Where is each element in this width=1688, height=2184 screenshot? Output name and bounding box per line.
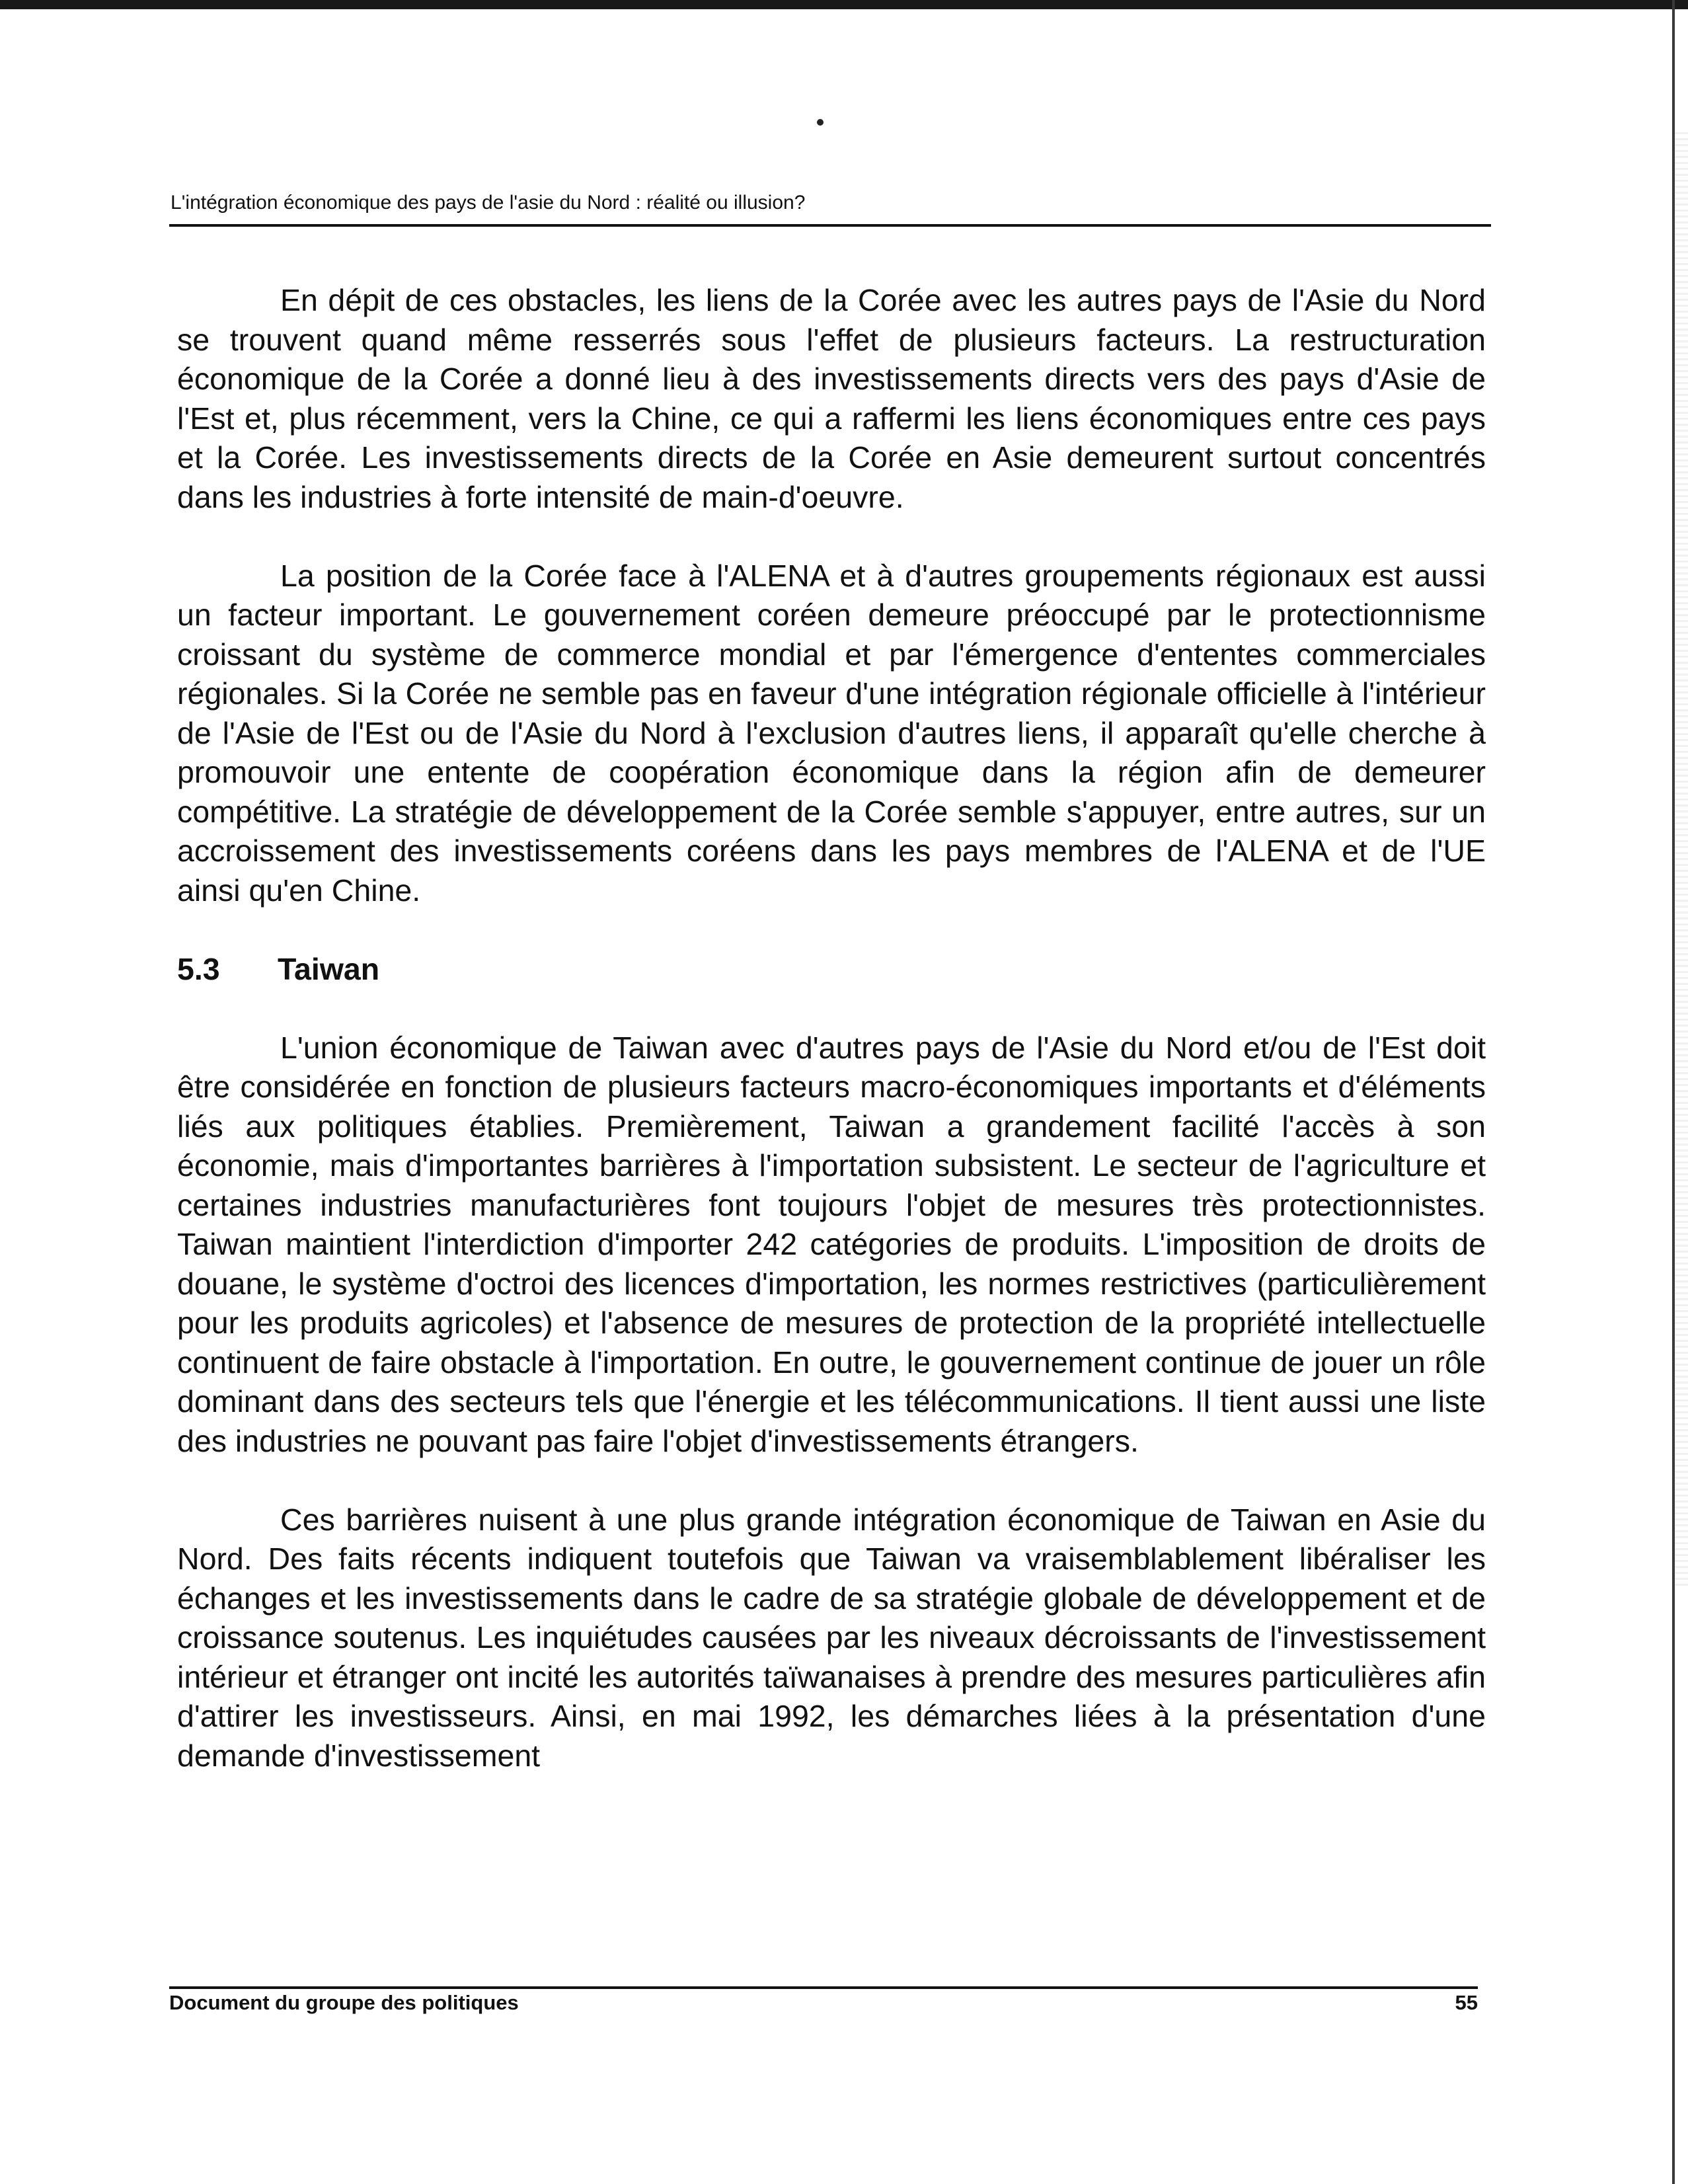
paragraph-korea-links: En dépit de ces obstacles, les liens de la Corée avec les autres pays de l'Asie du Nord se trouvent quand même resserrés sous l'effet de plusieurs facteurs. La restructuration économique de la Corée a donné lieu à des investissements directs vers des pays d'Asie de l'Est et, plus récemment, vers la Chine, ce qui a raffermi les liens économiques entre ces pays et la Corée. Les investissements directs de la Corée en Asie demeurent surtout concentrés dans les industries à forte intensité de main-d'oeuvre.	[177, 283, 1486, 514]
scan-top-border	[0, 0, 1688, 9]
footer-document-title: Document du groupe des politiques	[169, 1991, 519, 2014]
paragraph-taiwan-union: L'union économique de Taiwan avec d'autres pays de l'Asie du Nord et/ou de l'Est doit être considérée en fonction de plusieurs facteurs macro-économiques importants et d'éléments liés aux politiques établies. Premièrement, Taiwan a grandement facilité l'accès à son économie, mais d'importantes barrières à l'importation subsistent. Le secteur de l'agriculture et certaines industries manufacturières font toujours l'objet de mesures très protectionnistes. Taiwan maintient l'interdiction d'importer 242 catégories de produits. L'imposition de droits de douane, le système d'octroi des licences d'importation, les normes restrictives (particulièrement pour les produits agricoles) et l'absence de mesures de protection de la propriété intellectuelle continuent de faire obstacle à l'importation. En outre, le gouvernement continue de jouer un rôle dominant dans des secteurs tels que l'énergie et les télécommunications. Il tient aussi une liste des industries ne pouvant pas faire l'objet d'investissements étrangers.	[177, 1030, 1486, 1458]
section-number: 5.3	[177, 951, 220, 986]
scan-speck	[817, 119, 824, 126]
paragraph-taiwan-barriers: Ces barrières nuisent à une plus grande intégration économique de Taiwan en Asie du Nord. Des faits récents indiquent toutefois que Taiwan va vraisemblablement libéraliser les échanges et les investissements dans le cadre de sa stratégie globale de développement et de croissance soutenus. Les inquiétudes causées par les niveaux décroissants de l'investissement intérieur et étranger ont incité les autorités taïwanaises à prendre des mesures particulières afin d'attirer les investisseurs. Ainsi, en mai 1992, les démarches liées à la présentation d'une demande d'investissement	[177, 1502, 1486, 1773]
section-title: Taiwan	[278, 951, 380, 986]
page-body	[177, 281, 1486, 1815]
header-rule	[169, 224, 1491, 227]
footer-rule	[169, 1986, 1478, 1989]
section-heading	[177, 950, 1486, 990]
page-number: 55	[1455, 1991, 1478, 2014]
paragraph-korea-alena: La position de la Corée face à l'ALENA et à d'autres groupements régionaux est aussi un facteur important. Le gouvernement coréen demeure préoccupé par le protectionnisme croissant du système de commerce mondial et par l'émergence d'ententes commerciales régionales. Si la Corée ne semble pas en faveur d'une intégration régionale officielle à l'intérieur de l'Asie de l'Est ou de l'Asie du Nord à l'exclusion d'autres liens, il apparaît qu'elle cherche à promouvoir une entente de coopération économique dans la région afin de demeurer compétitive. La stratégie de développement de la Corée semble s'appuyer, entre autres, sur un accroissement des investissements coréens dans les pays membres de l'ALENA et de l'UE ainsi qu'en Chine.	[177, 558, 1486, 908]
scan-edge-noise	[1675, 132, 1688, 1586]
running-header: L'intégration économique des pays de l'asie du Nord : réalité ou illusion?	[171, 192, 806, 214]
